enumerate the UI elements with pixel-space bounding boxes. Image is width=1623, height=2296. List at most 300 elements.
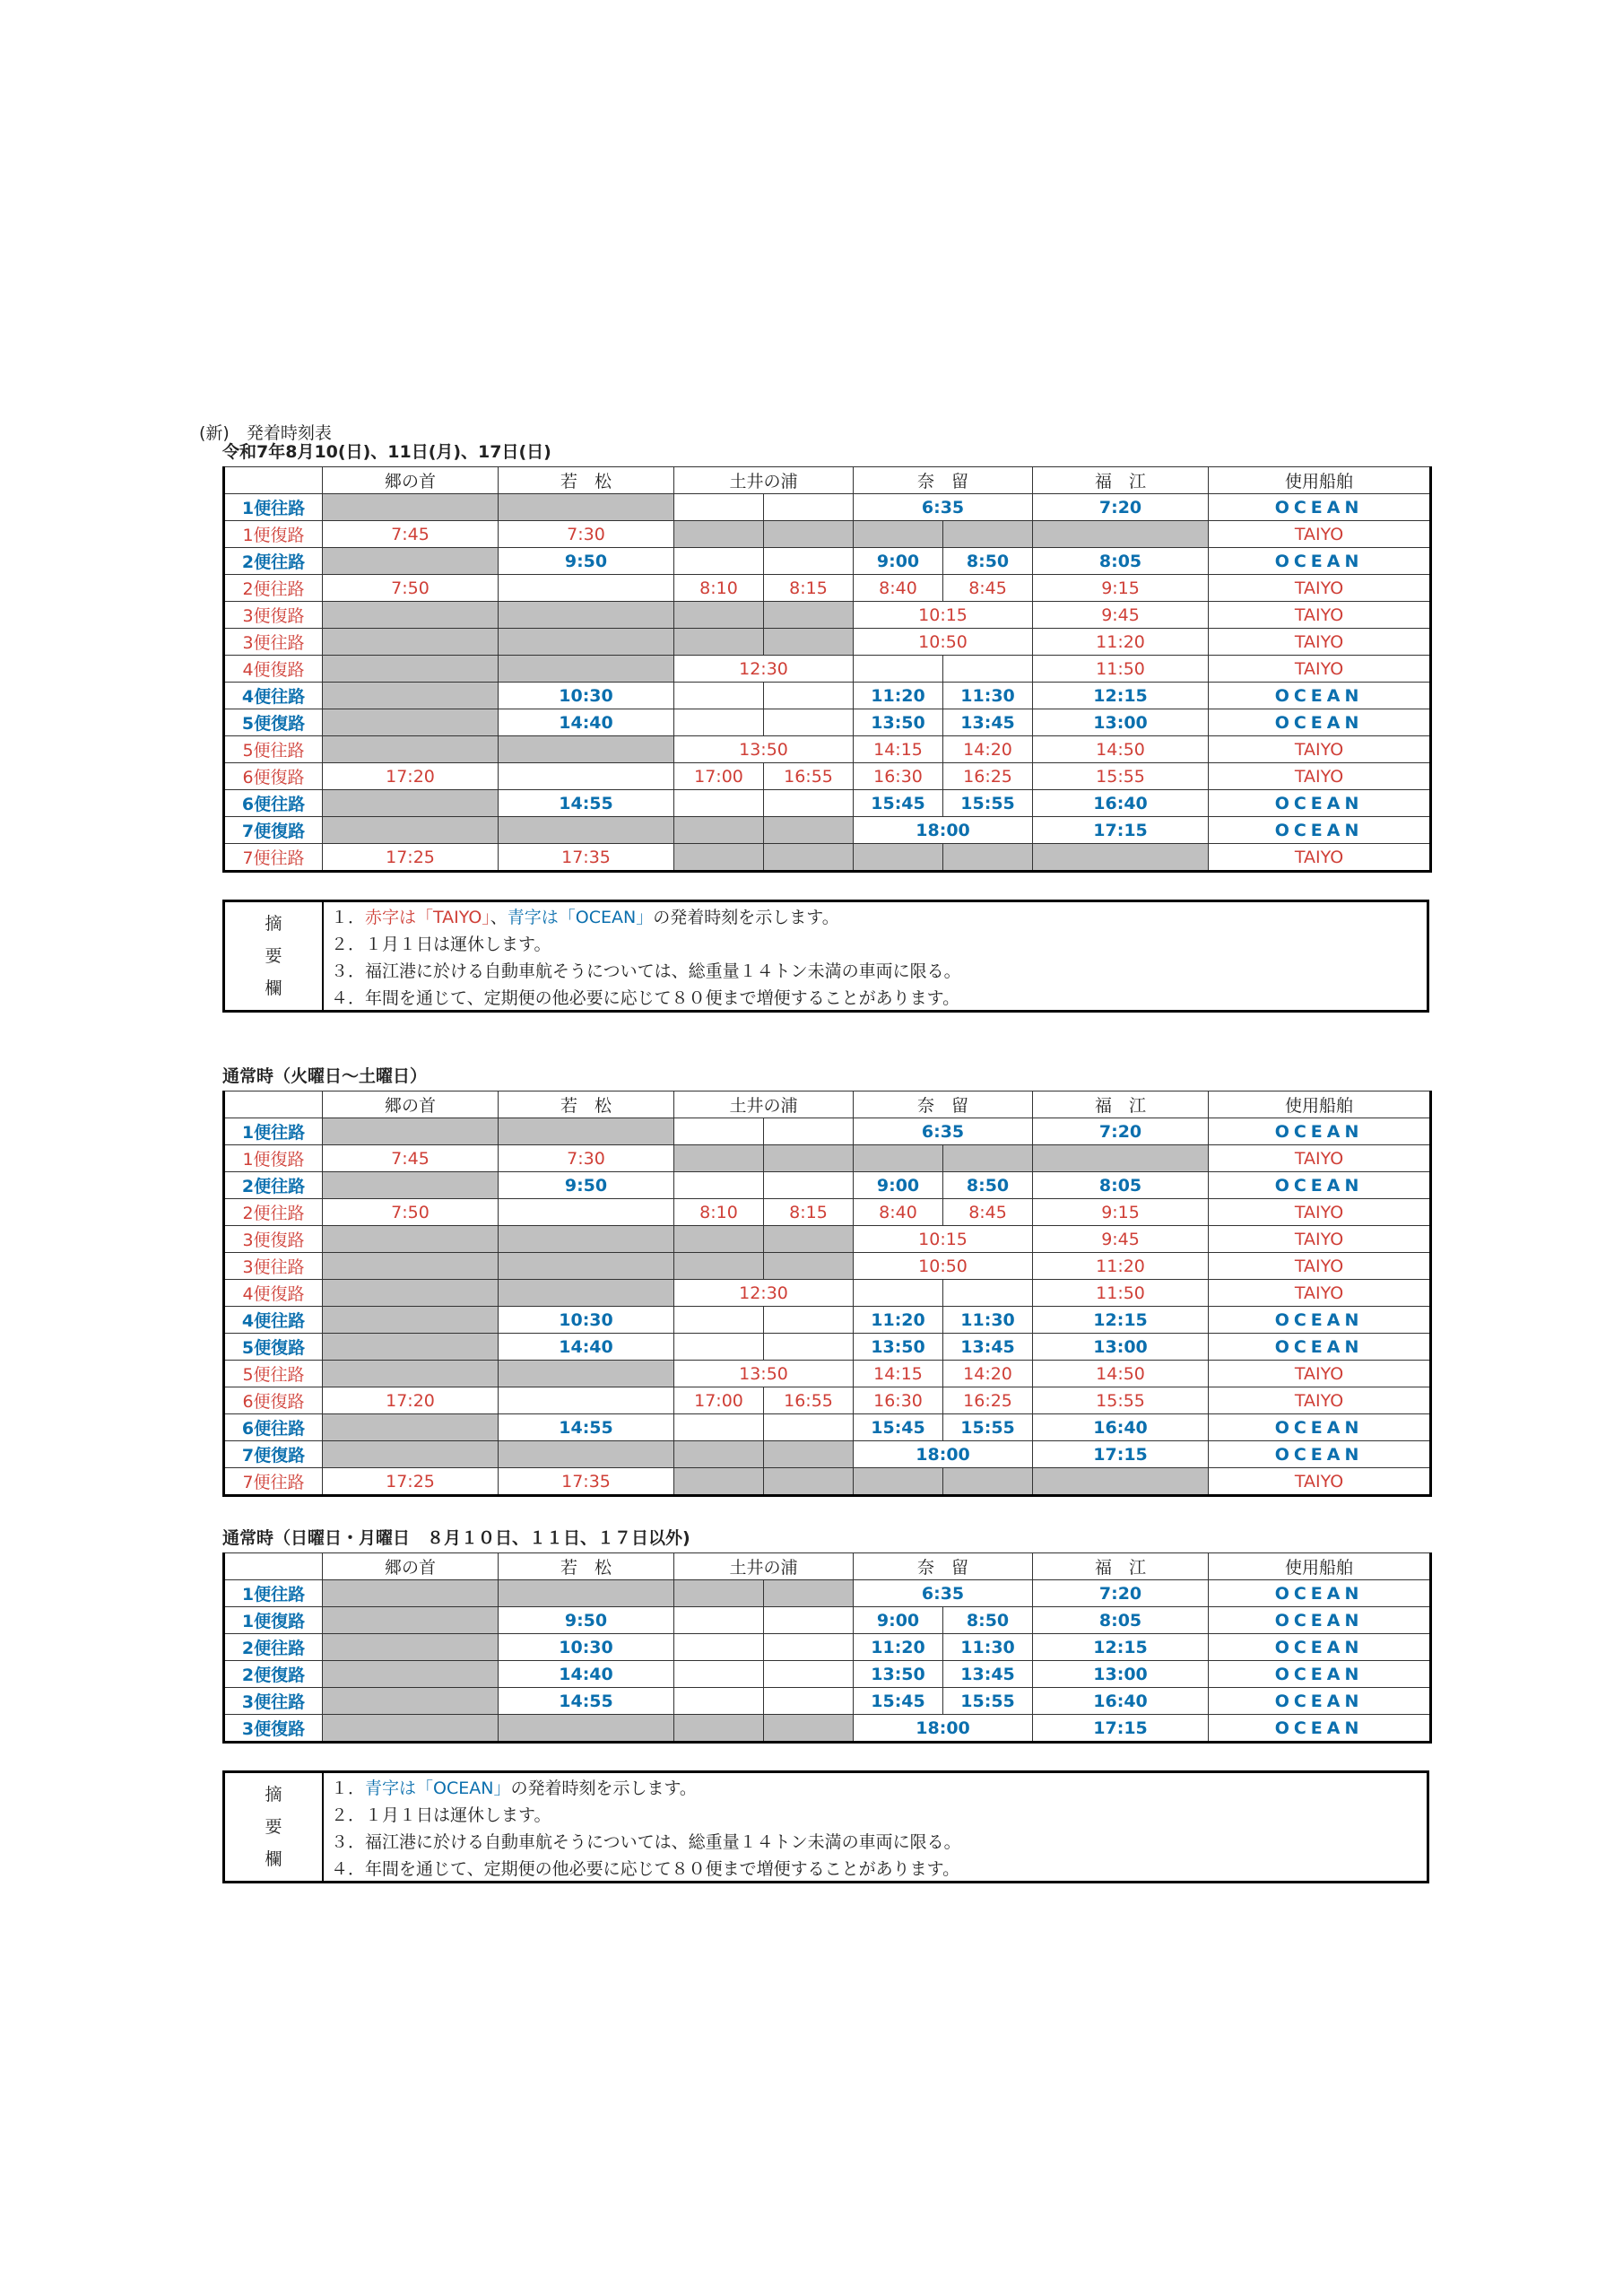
time-cell: 13:50 <box>854 1661 943 1688</box>
time-cell <box>499 736 674 763</box>
ship-name: OCEAN <box>1209 548 1431 575</box>
schedule-row <box>224 790 1431 817</box>
ship-name: OCEAN <box>1209 1118 1431 1145</box>
time-cell: 15:55 <box>1033 1387 1209 1414</box>
time-cell <box>323 1715 499 1743</box>
time-cell <box>323 1226 499 1253</box>
time-cell: 14:20 <box>943 736 1033 763</box>
time-cell <box>943 844 1033 872</box>
time-cell: 11:30 <box>943 683 1033 709</box>
ship-name: TAIYO <box>1209 602 1431 629</box>
time-cell <box>674 1253 764 1280</box>
column-header: 土井の浦 <box>674 1091 854 1118</box>
notes-label: 摘 要 欄 <box>225 902 324 1010</box>
time-cell: 15:55 <box>943 790 1033 817</box>
time-cell <box>674 1334 764 1361</box>
time-cell <box>764 521 854 548</box>
timetable-section-sun-mon <box>222 1527 1429 1744</box>
time-cell: 8:05 <box>1033 1172 1209 1199</box>
time-cell: 17:15 <box>1033 1715 1209 1743</box>
note-text: 、 <box>490 908 508 927</box>
trip-label: 1便往路 <box>224 494 323 521</box>
time-cell <box>764 1118 854 1145</box>
time-cell <box>323 817 499 844</box>
time-cell <box>764 709 854 736</box>
time-cell <box>323 1253 499 1280</box>
time-cell <box>323 656 499 683</box>
time-cell: 13:50 <box>674 1361 854 1387</box>
time-cell: 17:00 <box>674 1387 764 1414</box>
time-cell <box>764 1688 854 1715</box>
time-cell <box>1033 1468 1209 1496</box>
time-cell <box>499 763 674 790</box>
time-cell <box>499 656 674 683</box>
notes-box <box>222 900 1429 1013</box>
note-text: 青字は「OCEAN」 <box>365 1779 511 1798</box>
time-cell: 14:40 <box>499 1334 674 1361</box>
time-cell <box>323 790 499 817</box>
schedule-row <box>224 1280 1431 1307</box>
note-text: ２．１月１日は運休します。 <box>331 935 551 954</box>
time-cell <box>674 1715 764 1743</box>
notes-body <box>324 1773 1427 1881</box>
ship-name: TAIYO <box>1209 656 1431 683</box>
time-cell: 12:30 <box>674 1280 854 1307</box>
time-cell: 8:40 <box>854 575 943 602</box>
schedule-row <box>224 1361 1431 1387</box>
time-cell: 7:45 <box>323 1145 499 1172</box>
time-cell <box>764 1172 854 1199</box>
notes-label: 摘 要 欄 <box>225 1773 324 1881</box>
time-cell <box>764 1334 854 1361</box>
notes-body <box>324 902 1427 1010</box>
time-cell <box>674 548 764 575</box>
time-cell <box>1033 521 1209 548</box>
trip-label: 1便復路 <box>224 521 323 548</box>
time-cell: 17:35 <box>499 1468 674 1496</box>
time-cell <box>943 521 1033 548</box>
trip-label: 6便復路 <box>224 1387 323 1414</box>
ship-name: TAIYO <box>1209 629 1431 656</box>
column-header: 若 松 <box>499 1091 674 1118</box>
note-line <box>331 985 1419 1012</box>
time-cell <box>764 1307 854 1334</box>
time-cell <box>323 1118 499 1145</box>
trip-label: 4便復路 <box>224 1280 323 1307</box>
time-cell <box>323 1661 499 1688</box>
section-title: 令和7年8月10(日)、11日(月)、17日(日) <box>222 442 551 462</box>
time-cell <box>674 1634 764 1661</box>
ship-name: OCEAN <box>1209 1334 1431 1361</box>
schedule-row <box>224 1226 1431 1253</box>
time-cell <box>674 1468 764 1496</box>
note-text: 青字は「OCEAN」 <box>507 908 654 927</box>
schedule-row <box>224 1715 1431 1743</box>
time-cell: 9:45 <box>1033 602 1209 629</box>
column-header: 郷の首 <box>323 1553 499 1580</box>
schedule-row <box>224 656 1431 683</box>
time-cell <box>764 1661 854 1688</box>
time-cell <box>499 1280 674 1307</box>
header-corner <box>224 1091 323 1118</box>
time-cell <box>499 1580 674 1607</box>
time-cell <box>674 1118 764 1145</box>
column-header: 若 松 <box>499 467 674 494</box>
time-cell: 18:00 <box>854 817 1033 844</box>
time-cell <box>499 629 674 656</box>
trip-label: 6便復路 <box>224 763 323 790</box>
time-cell <box>854 521 943 548</box>
ship-name: OCEAN <box>1209 1441 1431 1468</box>
time-cell: 13:45 <box>943 1334 1033 1361</box>
schedule-row <box>224 1607 1431 1634</box>
time-cell <box>323 1634 499 1661</box>
time-cell <box>854 1145 943 1172</box>
ship-name: TAIYO <box>1209 1387 1431 1414</box>
schedule-row <box>224 1688 1431 1715</box>
time-cell <box>323 1441 499 1468</box>
note-text: ４．年間を通じて、定期便の他必要に応じて８０便まで増便することがあります。 <box>331 1859 960 1879</box>
time-cell: 8:45 <box>943 575 1033 602</box>
time-cell: 13:50 <box>854 1334 943 1361</box>
trip-label: 1便復路 <box>224 1607 323 1634</box>
time-cell: 14:40 <box>499 709 674 736</box>
time-cell <box>764 844 854 872</box>
time-cell: 10:15 <box>854 602 1033 629</box>
time-cell <box>323 1334 499 1361</box>
ship-name: TAIYO <box>1209 1280 1431 1307</box>
trip-label: 2便往路 <box>224 1172 323 1199</box>
time-cell <box>674 1661 764 1688</box>
time-cell <box>323 1607 499 1634</box>
trip-label: 2便復路 <box>224 1661 323 1688</box>
time-cell <box>764 1226 854 1253</box>
time-cell <box>854 1280 943 1307</box>
time-cell: 14:40 <box>499 1661 674 1688</box>
ship-name: OCEAN <box>1209 1661 1431 1688</box>
trip-label: 2便往路 <box>224 1634 323 1661</box>
time-cell <box>674 1172 764 1199</box>
time-cell <box>943 656 1033 683</box>
time-cell: 16:55 <box>764 763 854 790</box>
time-cell: 8:05 <box>1033 548 1209 575</box>
time-cell: 11:20 <box>854 683 943 709</box>
ship-name: OCEAN <box>1209 817 1431 844</box>
time-cell: 13:50 <box>674 736 854 763</box>
trip-label: 2便往路 <box>224 548 323 575</box>
trip-label: 1便往路 <box>224 1118 323 1145</box>
note-line <box>331 958 1419 985</box>
time-cell: 15:55 <box>943 1414 1033 1441</box>
time-cell <box>764 548 854 575</box>
ship-name: TAIYO <box>1209 1199 1431 1226</box>
time-cell <box>323 629 499 656</box>
schedule-row <box>224 1199 1431 1226</box>
time-cell <box>674 602 764 629</box>
time-cell: 9:00 <box>854 1607 943 1634</box>
time-cell <box>499 494 674 521</box>
time-cell <box>674 1607 764 1634</box>
time-cell <box>764 1253 854 1280</box>
trip-label: 5便往路 <box>224 1361 323 1387</box>
trip-label: 7便往路 <box>224 1468 323 1496</box>
column-header: 土井の浦 <box>674 467 854 494</box>
ship-name: OCEAN <box>1209 1607 1431 1634</box>
time-cell: 16:30 <box>854 763 943 790</box>
column-header: 使用船舶 <box>1209 1091 1431 1118</box>
schedule-row <box>224 817 1431 844</box>
time-cell <box>499 602 674 629</box>
time-cell <box>323 1307 499 1334</box>
note-text: ３．福江港に於ける自動車航そうについては、総重量１４トン未満の車両に限る。 <box>331 1832 961 1852</box>
time-cell: 16:25 <box>943 1387 1033 1414</box>
time-cell <box>674 683 764 709</box>
time-cell <box>674 817 764 844</box>
column-header: 使用船舶 <box>1209 1553 1431 1580</box>
time-cell <box>943 1280 1033 1307</box>
time-cell: 11:20 <box>854 1307 943 1334</box>
time-cell: 11:50 <box>1033 656 1209 683</box>
time-cell: 6:35 <box>854 1118 1033 1145</box>
time-cell <box>764 1607 854 1634</box>
time-cell <box>674 1307 764 1334</box>
trip-label: 4便往路 <box>224 683 323 709</box>
ship-name: OCEAN <box>1209 709 1431 736</box>
time-cell: 8:15 <box>764 575 854 602</box>
time-cell: 14:15 <box>854 1361 943 1387</box>
time-cell <box>1033 844 1209 872</box>
ship-name: OCEAN <box>1209 1414 1431 1441</box>
ship-name: TAIYO <box>1209 1253 1431 1280</box>
time-cell: 16:40 <box>1033 1688 1209 1715</box>
time-cell <box>764 1468 854 1496</box>
time-cell <box>323 1580 499 1607</box>
time-cell <box>674 521 764 548</box>
time-cell <box>323 1361 499 1387</box>
time-cell: 13:00 <box>1033 1334 1209 1361</box>
ship-name: OCEAN <box>1209 1634 1431 1661</box>
time-cell <box>323 736 499 763</box>
time-cell: 10:30 <box>499 1634 674 1661</box>
time-cell: 9:50 <box>499 1172 674 1199</box>
time-cell <box>854 656 943 683</box>
page-title: (新) 発着時刻表 <box>199 423 332 443</box>
time-cell: 14:50 <box>1033 1361 1209 1387</box>
ship-name: OCEAN <box>1209 683 1431 709</box>
trip-label: 4便復路 <box>224 656 323 683</box>
trip-label: 1便往路 <box>224 1580 323 1607</box>
trip-label: 5便復路 <box>224 1334 323 1361</box>
time-cell: 13:45 <box>943 709 1033 736</box>
time-cell <box>764 1145 854 1172</box>
time-cell: 11:20 <box>1033 1253 1209 1280</box>
time-cell: 14:15 <box>854 736 943 763</box>
time-cell: 13:00 <box>1033 709 1209 736</box>
header-corner <box>224 1553 323 1580</box>
time-cell: 8:10 <box>674 575 764 602</box>
note-line <box>331 1802 1419 1829</box>
time-cell <box>764 683 854 709</box>
schedule-row <box>224 575 1431 602</box>
time-cell <box>674 1580 764 1607</box>
time-cell: 12:30 <box>674 656 854 683</box>
column-header: 使用船舶 <box>1209 467 1431 494</box>
schedule-row <box>224 1172 1431 1199</box>
time-cell: 13:50 <box>854 709 943 736</box>
time-cell: 7:45 <box>323 521 499 548</box>
time-cell <box>764 1441 854 1468</box>
ship-name: TAIYO <box>1209 521 1431 548</box>
schedule-row <box>224 1145 1431 1172</box>
time-cell <box>499 817 674 844</box>
ship-name: OCEAN <box>1209 1307 1431 1334</box>
column-header: 郷の首 <box>323 467 499 494</box>
trip-label: 6便往路 <box>224 1414 323 1441</box>
trip-label: 3便往路 <box>224 629 323 656</box>
column-header: 福 江 <box>1033 1553 1209 1580</box>
schedule-row <box>224 1253 1431 1280</box>
column-header: 奈 留 <box>854 1553 1033 1580</box>
time-cell: 9:15 <box>1033 575 1209 602</box>
time-cell <box>323 1172 499 1199</box>
ship-name: TAIYO <box>1209 763 1431 790</box>
time-cell <box>674 1414 764 1441</box>
time-cell: 8:15 <box>764 1199 854 1226</box>
ship-name: TAIYO <box>1209 1145 1431 1172</box>
time-cell <box>764 629 854 656</box>
time-cell <box>499 575 674 602</box>
time-cell: 13:45 <box>943 1661 1033 1688</box>
time-cell: 8:40 <box>854 1199 943 1226</box>
schedule-row <box>224 683 1431 709</box>
time-cell: 15:55 <box>1033 763 1209 790</box>
time-cell <box>764 1580 854 1607</box>
time-cell: 10:50 <box>854 629 1033 656</box>
ship-name: TAIYO <box>1209 575 1431 602</box>
column-header: 若 松 <box>499 1553 674 1580</box>
ship-name: OCEAN <box>1209 790 1431 817</box>
time-cell: 8:05 <box>1033 1607 1209 1634</box>
schedule-row <box>224 602 1431 629</box>
time-cell <box>323 1688 499 1715</box>
time-cell <box>764 494 854 521</box>
time-cell: 9:15 <box>1033 1199 1209 1226</box>
time-cell: 11:30 <box>943 1307 1033 1334</box>
time-cell: 7:20 <box>1033 1580 1209 1607</box>
time-cell: 9:00 <box>854 1172 943 1199</box>
time-cell <box>674 1226 764 1253</box>
time-cell <box>499 1715 674 1743</box>
note-text: ４．年間を通じて、定期便の他必要に応じて８０便まで増便することがあります。 <box>331 988 960 1008</box>
time-cell: 14:55 <box>499 1688 674 1715</box>
schedule-row <box>224 1580 1431 1607</box>
schedule-row <box>224 1661 1431 1688</box>
schedule-row <box>224 844 1431 872</box>
time-cell: 11:50 <box>1033 1280 1209 1307</box>
ship-name: TAIYO <box>1209 1226 1431 1253</box>
time-cell <box>499 1199 674 1226</box>
time-cell: 10:50 <box>854 1253 1033 1280</box>
time-cell: 15:45 <box>854 1414 943 1441</box>
schedule-row <box>224 521 1431 548</box>
time-cell <box>674 709 764 736</box>
column-header: 福 江 <box>1033 467 1209 494</box>
time-cell: 14:50 <box>1033 736 1209 763</box>
note-text: 赤字は「TAIYO」 <box>365 908 490 927</box>
trip-label: 6便往路 <box>224 790 323 817</box>
time-cell <box>764 1414 854 1441</box>
time-cell <box>674 494 764 521</box>
column-header: 奈 留 <box>854 1091 1033 1118</box>
schedule-row <box>224 1307 1431 1334</box>
note-line <box>331 931 1419 958</box>
time-cell: 17:25 <box>323 1468 499 1496</box>
schedule-row <box>224 1334 1431 1361</box>
time-cell <box>323 602 499 629</box>
trip-label: 2便往路 <box>224 575 323 602</box>
column-header: 土井の浦 <box>674 1553 854 1580</box>
timetable <box>222 466 1432 873</box>
time-cell <box>764 1715 854 1743</box>
time-cell: 11:20 <box>854 1634 943 1661</box>
time-cell <box>323 683 499 709</box>
column-header: 郷の首 <box>323 1091 499 1118</box>
time-cell: 16:25 <box>943 763 1033 790</box>
trip-label: 5便往路 <box>224 736 323 763</box>
time-cell <box>323 709 499 736</box>
trip-label: 3便復路 <box>224 1226 323 1253</box>
schedule-row <box>224 494 1431 521</box>
time-cell <box>854 1468 943 1496</box>
schedule-row <box>224 1387 1431 1414</box>
time-cell <box>323 494 499 521</box>
time-cell: 8:50 <box>943 1607 1033 1634</box>
note-line <box>331 1829 1419 1856</box>
time-cell: 10:15 <box>854 1226 1033 1253</box>
time-cell: 9:45 <box>1033 1226 1209 1253</box>
time-cell: 11:30 <box>943 1634 1033 1661</box>
time-cell: 14:20 <box>943 1361 1033 1387</box>
time-cell: 15:55 <box>943 1688 1033 1715</box>
timetable <box>222 1552 1432 1744</box>
schedule-row <box>224 1118 1431 1145</box>
time-cell <box>323 1280 499 1307</box>
time-cell: 7:50 <box>323 1199 499 1226</box>
note-text: の発着時刻を示します。 <box>653 908 839 927</box>
ship-name: TAIYO <box>1209 844 1431 872</box>
time-cell <box>499 1441 674 1468</box>
time-cell: 16:30 <box>854 1387 943 1414</box>
ship-name: TAIYO <box>1209 1468 1431 1496</box>
time-cell <box>674 1145 764 1172</box>
time-cell: 17:20 <box>323 763 499 790</box>
time-cell <box>499 1387 674 1414</box>
time-cell: 7:20 <box>1033 494 1209 521</box>
time-cell: 17:00 <box>674 763 764 790</box>
time-cell: 7:30 <box>499 521 674 548</box>
note-text: の発着時刻を示します。 <box>510 1779 697 1798</box>
time-cell: 16:40 <box>1033 790 1209 817</box>
trip-label: 7便復路 <box>224 817 323 844</box>
time-cell: 7:30 <box>499 1145 674 1172</box>
time-cell <box>674 790 764 817</box>
time-cell: 12:15 <box>1033 683 1209 709</box>
time-cell: 14:55 <box>499 1414 674 1441</box>
time-cell <box>1033 1145 1209 1172</box>
trip-label: 3便復路 <box>224 602 323 629</box>
note-text: １． <box>331 908 366 927</box>
timetable-section-special <box>222 441 1429 873</box>
